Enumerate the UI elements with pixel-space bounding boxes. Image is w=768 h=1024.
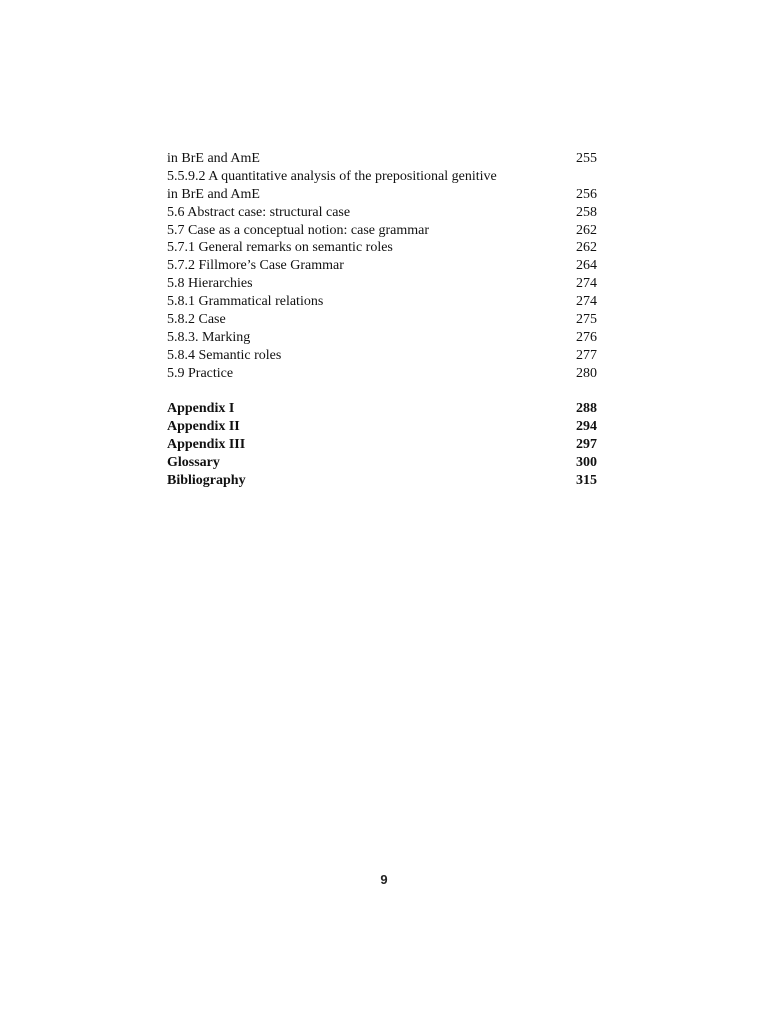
toc-entry-title: 5.8.4 Semantic roles bbox=[167, 347, 282, 363]
toc-entry-title: in BrE and AmE bbox=[167, 186, 260, 202]
toc-appendix-entry bbox=[167, 472, 597, 490]
toc-entry-page: 276 bbox=[576, 329, 597, 345]
toc-entry-page: 274 bbox=[576, 276, 597, 292]
toc-entry bbox=[167, 347, 597, 365]
toc-entry-title: 5.8 Hierarchies bbox=[167, 276, 253, 292]
toc-entry bbox=[167, 204, 597, 222]
toc-entry bbox=[167, 329, 597, 347]
toc-entry-page: 300 bbox=[576, 455, 597, 471]
toc-entry bbox=[167, 150, 597, 168]
toc-appendix-entry bbox=[167, 418, 597, 436]
toc-entry-page: 297 bbox=[576, 437, 597, 453]
page-number: 9 bbox=[380, 872, 388, 887]
toc-entry bbox=[167, 257, 597, 275]
toc-entry-page: 262 bbox=[576, 240, 597, 256]
toc-entry-title: in BrE and AmE bbox=[167, 151, 260, 166]
toc-entry-title: 5.7 Case as a conceptual notion: case grammar bbox=[167, 222, 430, 238]
toc-entry-title: 5.6 Abstract case: structural case bbox=[167, 204, 351, 220]
toc-entry-page: 277 bbox=[576, 347, 597, 363]
toc-entry-page: 256 bbox=[576, 186, 597, 202]
toc-entry-page: 274 bbox=[576, 294, 597, 310]
toc-entry bbox=[167, 311, 597, 329]
toc-entry bbox=[167, 186, 597, 204]
toc-entry bbox=[167, 222, 597, 240]
toc-entry-title: 5.7.2 Fillmore’s Case Grammar bbox=[167, 258, 344, 274]
toc-entry-title: Glossary bbox=[167, 455, 220, 471]
toc-entry bbox=[167, 168, 597, 186]
toc-entry-title: Appendix II bbox=[167, 419, 240, 435]
toc-entry-page: 262 bbox=[576, 222, 597, 238]
toc-entry-title: 5.9 Practice bbox=[167, 365, 234, 381]
toc-entry-page: 275 bbox=[576, 312, 597, 328]
toc-entry bbox=[167, 275, 597, 293]
toc-entry-title: Appendix I bbox=[167, 401, 235, 417]
toc-entry-page: 294 bbox=[576, 419, 597, 435]
toc-appendix-entry bbox=[167, 400, 597, 418]
toc-entry-page: 255 bbox=[576, 151, 597, 166]
toc-entry bbox=[167, 365, 597, 383]
toc-entry-title: Appendix III bbox=[167, 437, 246, 453]
toc-entry-page: 315 bbox=[576, 473, 597, 489]
toc-entry-title: 5.8.1 Grammatical relations bbox=[167, 294, 324, 310]
toc-appendix-entry bbox=[167, 454, 597, 472]
toc-entry-title: 5.7.1 General remarks on semantic roles bbox=[167, 240, 393, 256]
toc-entry bbox=[167, 239, 597, 257]
toc-entry-page: 258 bbox=[576, 204, 597, 220]
toc-entry-title: 5.8.3. Marking bbox=[167, 329, 251, 345]
toc-appendix-entry bbox=[167, 436, 597, 454]
toc-entry bbox=[167, 293, 597, 311]
toc-entry-title: Bibliography bbox=[167, 473, 246, 489]
toc-entry-title: 5.5.9.2 A quantitative analysis of the prepositional genitive bbox=[167, 168, 497, 184]
toc-entry-title: 5.8.2 Case bbox=[167, 312, 226, 328]
toc-entry-page: 264 bbox=[576, 258, 597, 274]
toc-entry-page: 280 bbox=[576, 365, 597, 381]
toc-entry-page: 288 bbox=[576, 401, 597, 417]
table-of-contents bbox=[167, 150, 597, 490]
toc-spacer bbox=[167, 383, 597, 401]
